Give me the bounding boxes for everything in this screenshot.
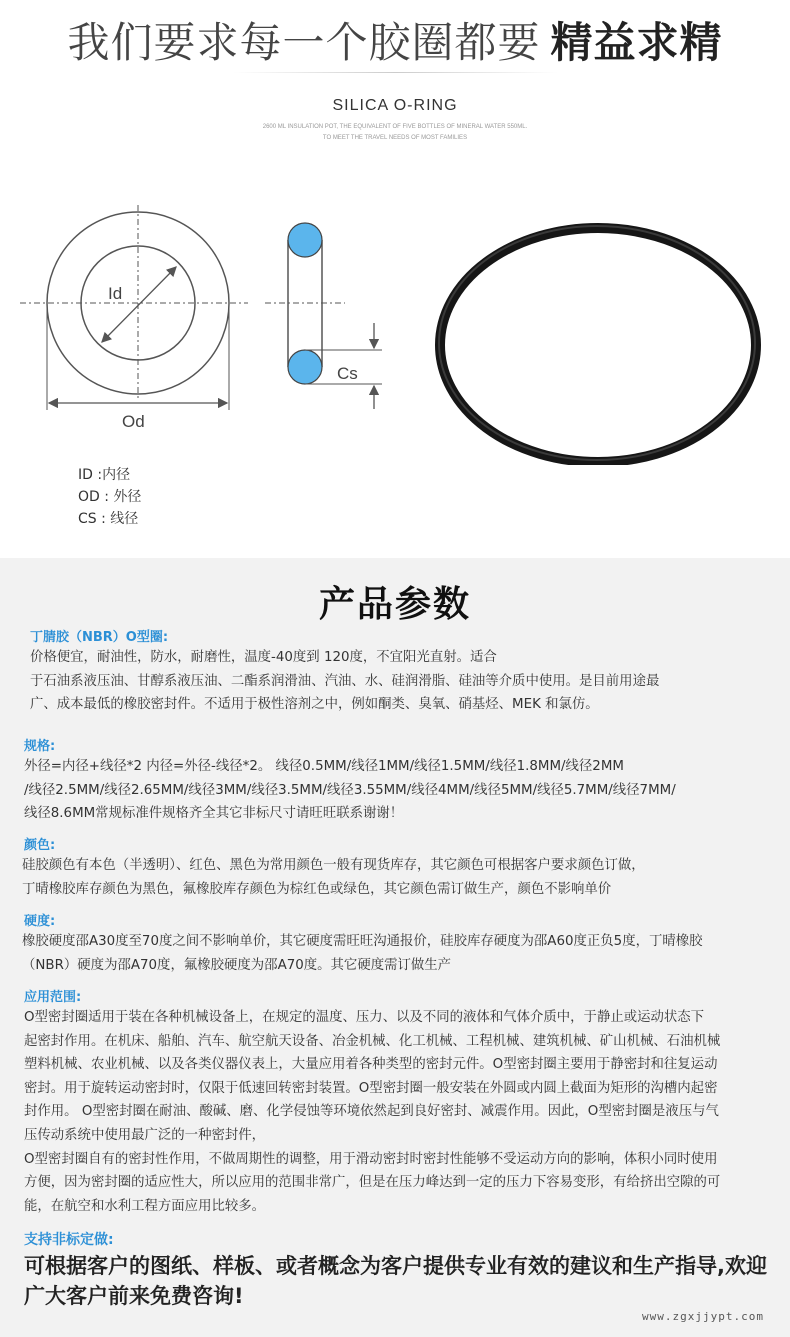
headline-light: 我们要求每一个胶圈都要 bbox=[67, 18, 541, 67]
site-watermark: www.zgxjjypt.com bbox=[642, 1310, 764, 1323]
nbr-line: 于石油系液压油、甘醇系液压油、二酯系润滑油、汽油、水、硅润滑脂、硅油等介质中使用。是目前用途最 bbox=[30, 673, 660, 689]
application-line: 方便，因为密封圈的适应性大，所以应用的范围非常广，但是在压力峰达到一定的压力下容易变形，有给挤出空隙的可 bbox=[24, 1175, 721, 1191]
hardness-description bbox=[22, 930, 703, 977]
product-tagline-1: 2600 ML INSULATION POT, THE EQUIVALENT OF FIVE BOTTLES OF MINERAL WATER 550ML. bbox=[262, 124, 528, 130]
divider bbox=[233, 72, 558, 73]
color-line: 丁晴橡胶库存颜色为黑色，氟橡胶库存颜色为棕红色或绿色，其它颜色需订做生产，颜色不影响单价 bbox=[22, 881, 612, 897]
o-ring-diagram bbox=[0, 195, 790, 465]
application-line: 起密封作用。在机床、船舶、汽车、航空航天设备、冶金机械、化工机械、工程机械、建筑机械、矿山机械、石油机械 bbox=[24, 1033, 721, 1049]
o-ring-photo bbox=[439, 226, 756, 462]
application-heading: 应用范围: bbox=[24, 990, 82, 1005]
cross-section-top bbox=[288, 223, 322, 257]
parameters-section bbox=[0, 558, 790, 1337]
section-title: 产品参数 bbox=[318, 584, 471, 625]
color-line: 硅胶颜色有本色（半透明）、红色、黑色为常用颜色一般有现货库存，其它颜色可根据客户要求颜色订做， bbox=[22, 858, 645, 873]
color-description bbox=[22, 854, 645, 901]
nbr-heading: 丁腈胶（NBR）O型圈: bbox=[30, 630, 169, 645]
legend-item-od: OD : 外径 bbox=[78, 489, 142, 505]
cs-label: Cs bbox=[337, 364, 358, 383]
id-dimension-arrow bbox=[102, 267, 176, 342]
hardness-heading: 硬度: bbox=[24, 914, 56, 929]
product-tagline-2: TO MEET THE TRAVEL NEEDS OF MOST FAMILIES bbox=[322, 135, 468, 141]
custom-heading: 支持非标定做: bbox=[24, 1232, 114, 1248]
spec-description bbox=[24, 755, 676, 826]
nbr-line: 广、成本最低的橡胶密封件。不适用于极性溶剂之中，例如酮类、臭氧、硝基烃、MEK 和氯仿。 bbox=[30, 697, 599, 713]
application-description bbox=[24, 1006, 720, 1218]
legend-item-cs: CS : 线径 bbox=[78, 511, 139, 527]
application-line: 密封。用于旋转运动密封时，仅限于低速回转密封装置。O型密封圈一般安装在外圆或内圆上截面为矩形的沟槽内起密 bbox=[24, 1080, 718, 1096]
dimension-legend bbox=[78, 464, 141, 530]
application-line: O型密封圈适用于装在各种机械设备上，在规定的温度、压力、以及不同的液体和气体介质中，于静止或运动状态下 bbox=[24, 1010, 705, 1025]
application-line: 封作用。 O型密封圈在耐油、酸碱、磨、化学侵蚀等环境依然起到良好密封、减震作用。因此，O型密封圈是液压与气 bbox=[24, 1104, 719, 1120]
legend-item-id: ID :内径 bbox=[78, 467, 131, 483]
spec-line: /线径2.5MM/线径2.65MM/线径3MM/线径3.5MM/线径3.55MM/线径4MM/线径5MM/线径5.7MM/线径7MM/ bbox=[24, 782, 676, 798]
o-ring-illustration bbox=[0, 195, 790, 465]
hardness-line: （NBR）硬度为邵A70度，氟橡胶硬度为邵A70度。其它硬度需订做生产 bbox=[22, 957, 452, 973]
hero-section bbox=[0, 0, 790, 558]
page-headline bbox=[0, 10, 790, 70]
nbr-description bbox=[30, 646, 659, 717]
headline-bold: 精益求精 bbox=[550, 18, 723, 67]
application-line: 能，在航空和水利工程方面应用比较多。 bbox=[24, 1198, 266, 1214]
application-line: 塑料机械、农业机械、以及各类仪器仪表上，大量应用着各种类型的密封元件。O型密封圈主要用于静密封和往复运动 bbox=[24, 1057, 718, 1073]
spec-line: 线径8.6MM常规标准件规格齐全其它非标尺寸请旺旺联系谢谢！ bbox=[24, 806, 404, 822]
application-line: O型密封圈自有的密封性作用，不做周期性的调整，用于滑动密封时密封性能够不受运动方向的影响，体积小同时使用 bbox=[24, 1151, 718, 1167]
spec-line: 外径=内径+线径*2 内径=外径-线径*2。 线径0.5MM/线径1MM/线径1.5MM/线径1.8MM/线径2MM bbox=[24, 759, 624, 774]
cta-line: 广大客户前来免费咨询! bbox=[24, 1284, 244, 1308]
od-label: Od bbox=[122, 412, 145, 431]
id-label: Id bbox=[108, 284, 123, 303]
ring-side-view bbox=[265, 223, 382, 409]
color-heading: 颜色: bbox=[24, 838, 56, 853]
custom-call-to-action bbox=[24, 1251, 767, 1311]
hardness-line: 橡胶硬度邵A30度至70度之间不影响单价，其它硬度需旺旺沟通报价，硅胶库存硬度为邵A60度正负5度，丁晴橡胶 bbox=[22, 934, 703, 949]
application-line: 压传动系统中使用最广泛的一种密封件， bbox=[24, 1127, 266, 1143]
spec-heading: 规格: bbox=[24, 739, 56, 754]
cross-section-bottom bbox=[288, 350, 322, 384]
cta-line: 可根据客户的图纸、样板、或者概念为客户提供专业有效的建议和生产指导,欢迎 bbox=[24, 1254, 767, 1278]
product-name: SILICA O-RING bbox=[332, 97, 458, 114]
ring-front-view bbox=[20, 205, 248, 431]
nbr-line: 价格便宜，耐油性，防水，耐磨性，温度-40度到 120度，不宜阳光直射。适合 bbox=[30, 650, 497, 665]
